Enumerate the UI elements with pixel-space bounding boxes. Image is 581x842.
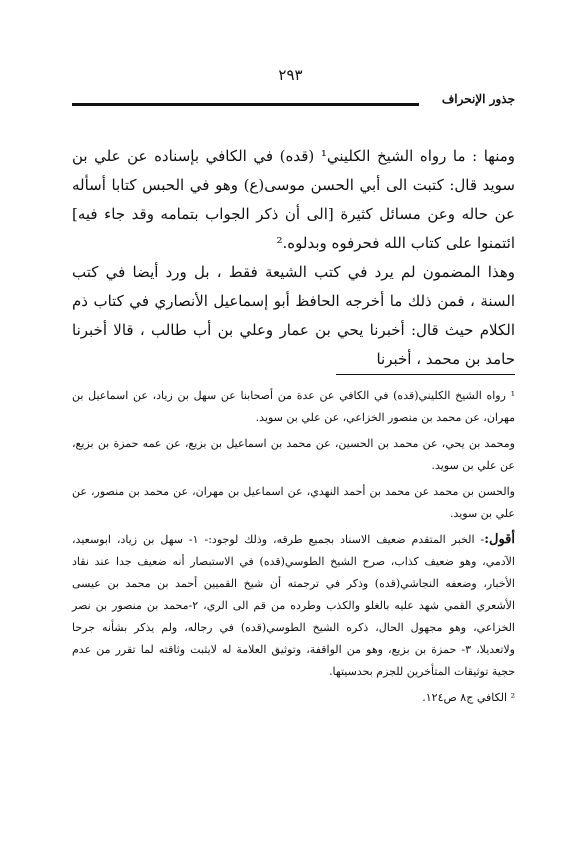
- footnote-1-chain-3: والحسن بن محمد عن محمد بن أحمد النهدي، عن اسماعيل بن مهران، عن محمد بن منصور، عن علي بن سويد.: [72, 485, 515, 520]
- running-header: [72, 92, 515, 114]
- page-number: ٢٩٣: [278, 66, 303, 84]
- body-paragraph-1: ومنها : ما رواه الشيخ الكليني¹ (قده) في الكافي بإسناده عن علي بن سويد قال: كتبت الى أبي الحسن موسى(ع) وهو في الحبس كتابا أسأله عن حاله وعن مسائل كثيرة [الى أن ذكر الجواب بتمامه وقد جاء فيه] ائتمنوا على كتاب الله فحرفوه وبدلوه.²: [72, 147, 515, 252]
- footnote-1-chain-2: ومحمد بن يحي، عن محمد بن الحسين، عن محمد بن اسماعيل بن بزيع، عن عمه حمزة بن بزيع، عن علي بن سويد.: [72, 437, 515, 472]
- footnotes: [72, 385, 515, 713]
- footnote-2: ² الكافي ج٨ ص١٢٤.: [422, 691, 515, 704]
- footnote-comment: [72, 529, 515, 683]
- header-rule: [72, 103, 419, 106]
- footnote-separator: [336, 374, 515, 375]
- comment-label: أقول:: [484, 532, 515, 547]
- main-text: [72, 142, 515, 374]
- footnote-1-chain-1: ¹ رواه الشيخ الكليني(قده) في الكافي عن عدة من أصحابنا عن سهل بن زياد، عن اسماعيل بن مهران، عن محمد بن منصور الخزاعي، عن علي بن سويد.: [72, 389, 515, 424]
- running-header-title: جذور الإنحراف: [441, 92, 515, 106]
- body-paragraph-2: وهذا المضمون لم يرد في كتب الشيعة فقط ، بل ورد أيضا في كتب السنة ، فمن ذلك ما أخرجه الحافظ أبو إسماعيل الأنصاري في كتاب ذم الكلام حيث قال: أخبرنا يحي بن عمار وعلي بن أب طالب ، قالا أخبرنا حامد بن محمد ، أخبرنا: [72, 263, 515, 368]
- comment-text: - الخبر المتقدم ضعيف الاسناد بجميع طرقه، وذلك لوجود:- ١- سهل بن زياد، ابوسعيد، الآدمي، وهو ضعيف كذاب، صرح الشيخ الطوسي(قده) في الاستبصار أنه ضعيف جدا عند نقاد الأخبار، وضعفه النجاشي(قده) وذكر في ترجمته أن شيخ القميين أحمد بن محمد بن عيسى الأشعري القمي شهد عليه بالغلو والكذب وطرده من قم الى الري، ٢-محمد بن منصور بن نصر الخزاعي، وهو مجهول الحال، ذكره الشيخ الطوسي(قده) في رجاله، ولم يذكر بشأنه جرحا ولاتعديلا، ٣- حمزة بن بزيع، وهو من الواقفة، وتوثيق العلامة له لايثبت وثاقته لما تقرر من عدم حجية توثيقات المتأخرين للجزم بحدسيتها.: [72, 533, 515, 678]
